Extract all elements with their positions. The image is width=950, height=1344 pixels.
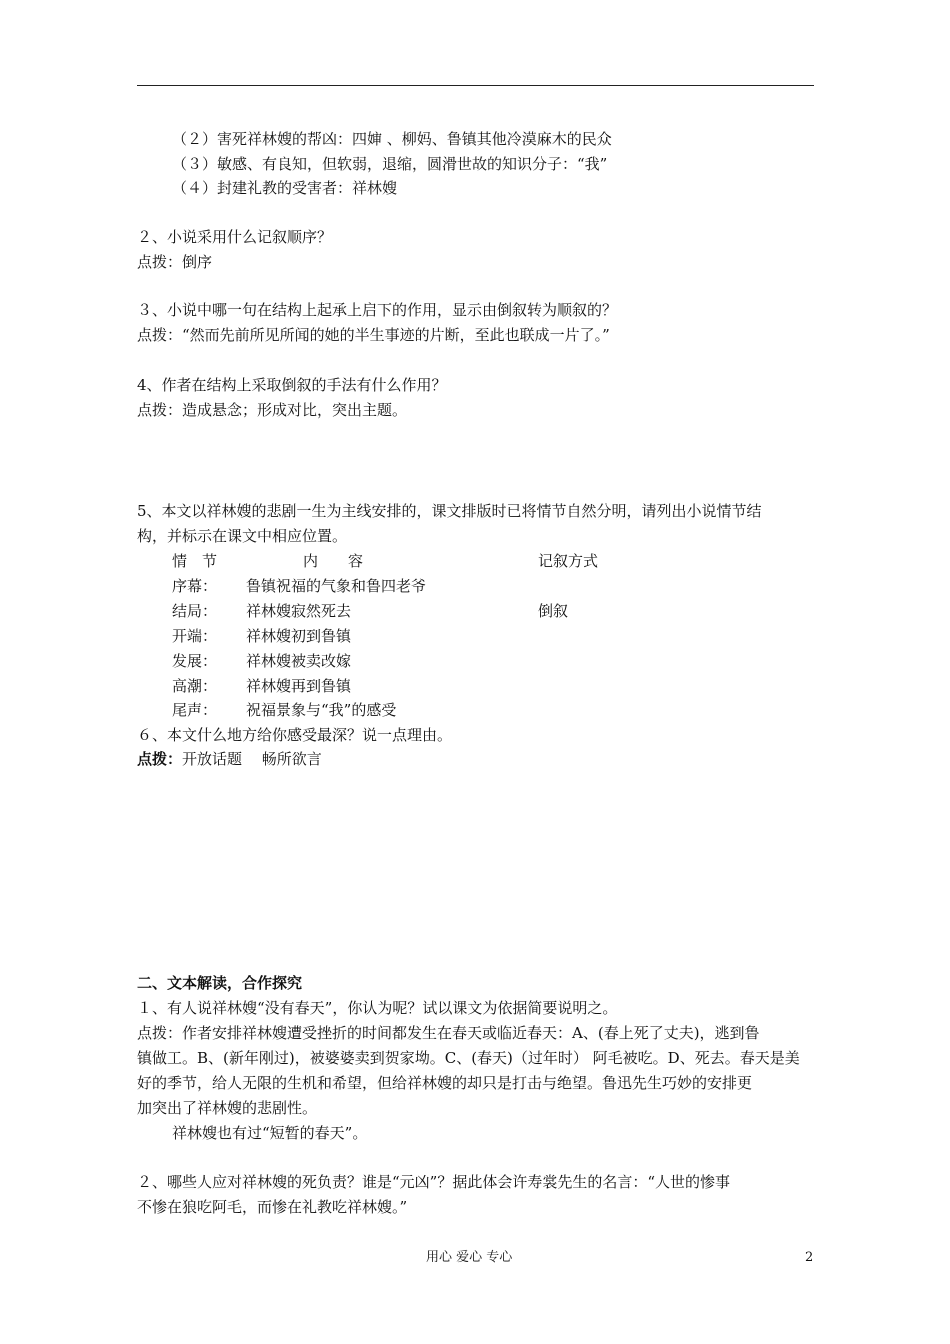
table-row-content: 鲁镇祝福的气象和鲁四老爷 — [246, 577, 427, 595]
table-header-mode: 记叙方式 — [538, 552, 599, 570]
section-2-question-2-line: ２、哪些人应对祥林嫂的死负责？谁是“元凶”？据此体会许寿裳先生的名言：“人世的惨事 — [137, 1173, 731, 1191]
answer-6 — [137, 750, 322, 768]
table-row-stage: 尾声： — [172, 701, 218, 719]
table-row-stage: 序幕： — [172, 577, 218, 595]
table-row-stage: 开端： — [172, 627, 218, 645]
footer-motto: 用心 爱心 专心 — [426, 1250, 513, 1265]
question-6: ６、本文什么地方给你感受最深？说一点理由。 — [137, 726, 453, 744]
section-2-question-2-line: 不惨在狼吃阿毛，而惨在礼教吃祥林嫂。” — [137, 1198, 408, 1216]
item-4: （４）封建礼教的受害者：祥林嫂 — [172, 179, 398, 197]
answer-3: 点拨：“然而先前所见所闻的她的半生事迹的片断，至此也联成一片了。” — [137, 326, 610, 344]
page-number: 2 — [805, 1250, 814, 1265]
section-2-answer-1-line: 好的季节，给人无限的生机和希望，但给祥林嫂的却只是打击与绝望。鲁迅先生巧妙的安排更 — [137, 1074, 753, 1092]
section-2-answer-1-extra: 祥林嫂也有过“短暂的春天”。 — [172, 1124, 368, 1142]
section-2-answer-1-line: 点拨：作者安排祥林嫂遭受挫折的时间都发生在春天或临近春天：A、(春上死了丈夫)，逃到鲁 — [137, 1024, 760, 1042]
question-5-line-2: 构，并标示在课文中相应位置。 — [137, 527, 348, 545]
table-row-content: 祝福景象与“我”的感受 — [246, 701, 397, 719]
answer-6-text: 开放话题 畅所欲言 — [182, 750, 322, 768]
section-2-answer-1-line: 加突出了祥林嫂的悲剧性。 — [137, 1099, 318, 1117]
question-4: 4、作者在结构上采取倒叙的手法有什么作用？ — [137, 376, 447, 394]
table-row-stage: 高潮： — [172, 677, 218, 695]
table-header-content: 内 容 — [303, 552, 364, 570]
table-header-stage: 情 节 — [172, 552, 218, 570]
table-row-mode: 倒叙 — [538, 602, 569, 620]
table-row-stage: 结局： — [172, 602, 218, 620]
question-3: ３、小说中哪一句在结构上起承上启下的作用，显示由倒叙转为顺叙的？ — [137, 301, 618, 319]
question-5-line-1: 5、本文以祥林嫂的悲剧一生为主线安排的，课文排版时已将情节自然分明，请列出小说情节结 — [137, 502, 762, 520]
item-2: （２）害死祥林嫂的帮凶：四婶 、柳妈、鲁镇其他冷漠麻木的民众 — [172, 130, 612, 148]
section-2-question-1: １、有人说祥林嫂“没有春天”，你认为呢？试以课文为依据简要说明之。 — [137, 999, 618, 1017]
answer-2: 点拨：倒序 — [137, 253, 213, 271]
answer-4: 点拨：造成悬念；形成对比，突出主题。 — [137, 401, 408, 419]
table-row-content: 祥林嫂被卖改嫁 — [246, 652, 352, 670]
header-rule — [137, 85, 814, 86]
section-2-answer-1-line: 镇做工。B、(新年刚过)，被婆婆卖到贺家坳。C、(春天)（过年时） 阿毛被吃。D、死去。春天是美 — [137, 1049, 800, 1067]
section-2-heading: 二、文本解读，合作探究 — [137, 974, 303, 992]
question-2: ２、小说采用什么记叙顺序？ — [137, 228, 333, 246]
table-row-content: 祥林嫂再到鲁镇 — [246, 677, 352, 695]
answer-6-label: 点拨： — [137, 750, 183, 768]
item-3: （３）敏感、有良知，但软弱，退缩，圆滑世故的知识分子：“我” — [172, 155, 608, 173]
table-row-stage: 发展： — [172, 652, 218, 670]
table-row-content: 祥林嫂初到鲁镇 — [246, 627, 352, 645]
table-row-content: 祥林嫂寂然死去 — [246, 602, 352, 620]
